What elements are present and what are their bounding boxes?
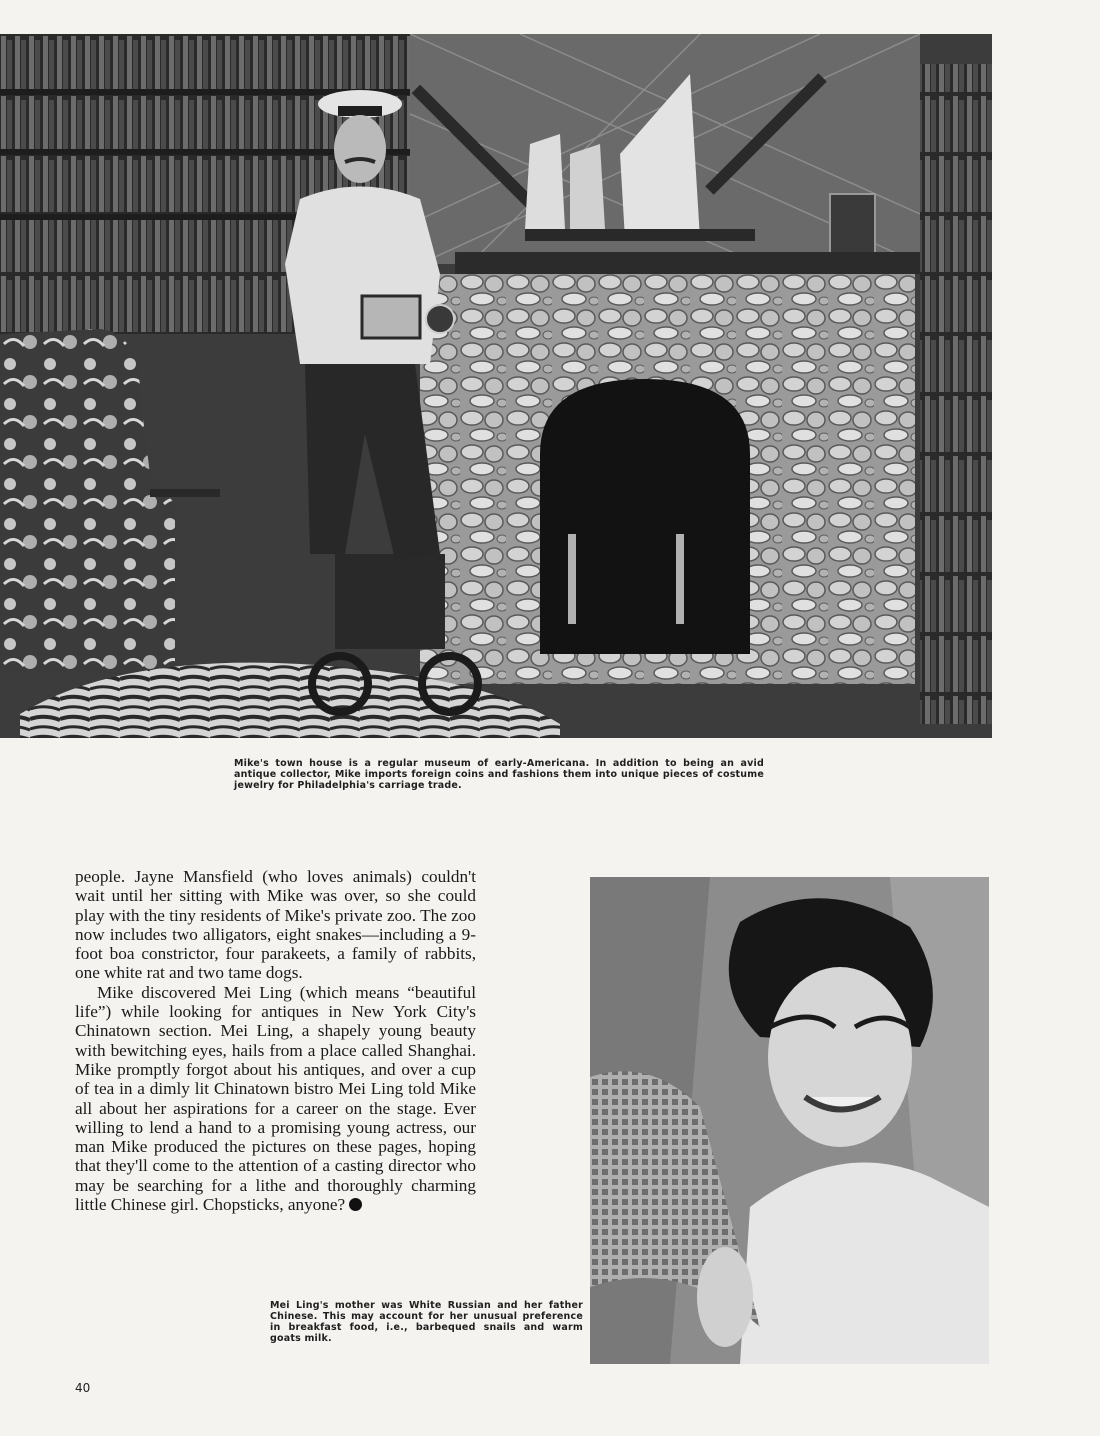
page-number: 40 — [75, 1381, 91, 1395]
portrait-caption: Mei Ling's mother was White Russian and her father Chinese. This may account for her unusual preference in breakfast food, i.e., barbequed snails and warm goats milk. — [270, 1300, 583, 1344]
end-mark-icon — [349, 1198, 362, 1211]
article-body — [75, 867, 476, 1214]
top-photo-caption: Mike's town house is a regular museum of early-Americana. In addition to being an avid antique collector, Mike imports foreign coins and fashions them into unique pieces of costume jewelry for Philadelphia's carriage trade. — [234, 758, 764, 791]
article-paragraph-2 — [75, 983, 476, 1215]
fireplace-photo — [0, 34, 992, 738]
article-paragraph-2-text: Mike discovered Mei Ling (which means “beautiful life”) while looking for antiques in New York City's Chinatown section. Mei Ling, a shapely young beauty with bewitching eyes, hails from a place called Shanghai. Mike promptly forgot about his antiques, and over a cup of tea in a dimly lit Chinatown bistro Mei Ling told Mike all about her aspirations for a career on the stage. Ever willing to lend a hand to a promising young actress, our man Mike produced the pictures on these pages, hoping that they'll come to the attention of a casting director who may be searching for a lithe and thoroughly charming little Chinese girl. Chopsticks, anyone? — [75, 982, 476, 1215]
portrait-illustration — [590, 877, 989, 1364]
portrait-photo — [590, 877, 989, 1364]
article-paragraph-1: people. Jayne Mansfield (who loves animals) couldn't wait until her sitting with Mike was over, so she could play with the tiny residents of Mike's private zoo. The zoo now includes two alligators, eight snakes—including a 9-foot boa constrictor, four parakeets, a family of rabbits, one white rat and two tame dogs. — [75, 867, 476, 983]
fireplace-illustration — [0, 34, 992, 738]
